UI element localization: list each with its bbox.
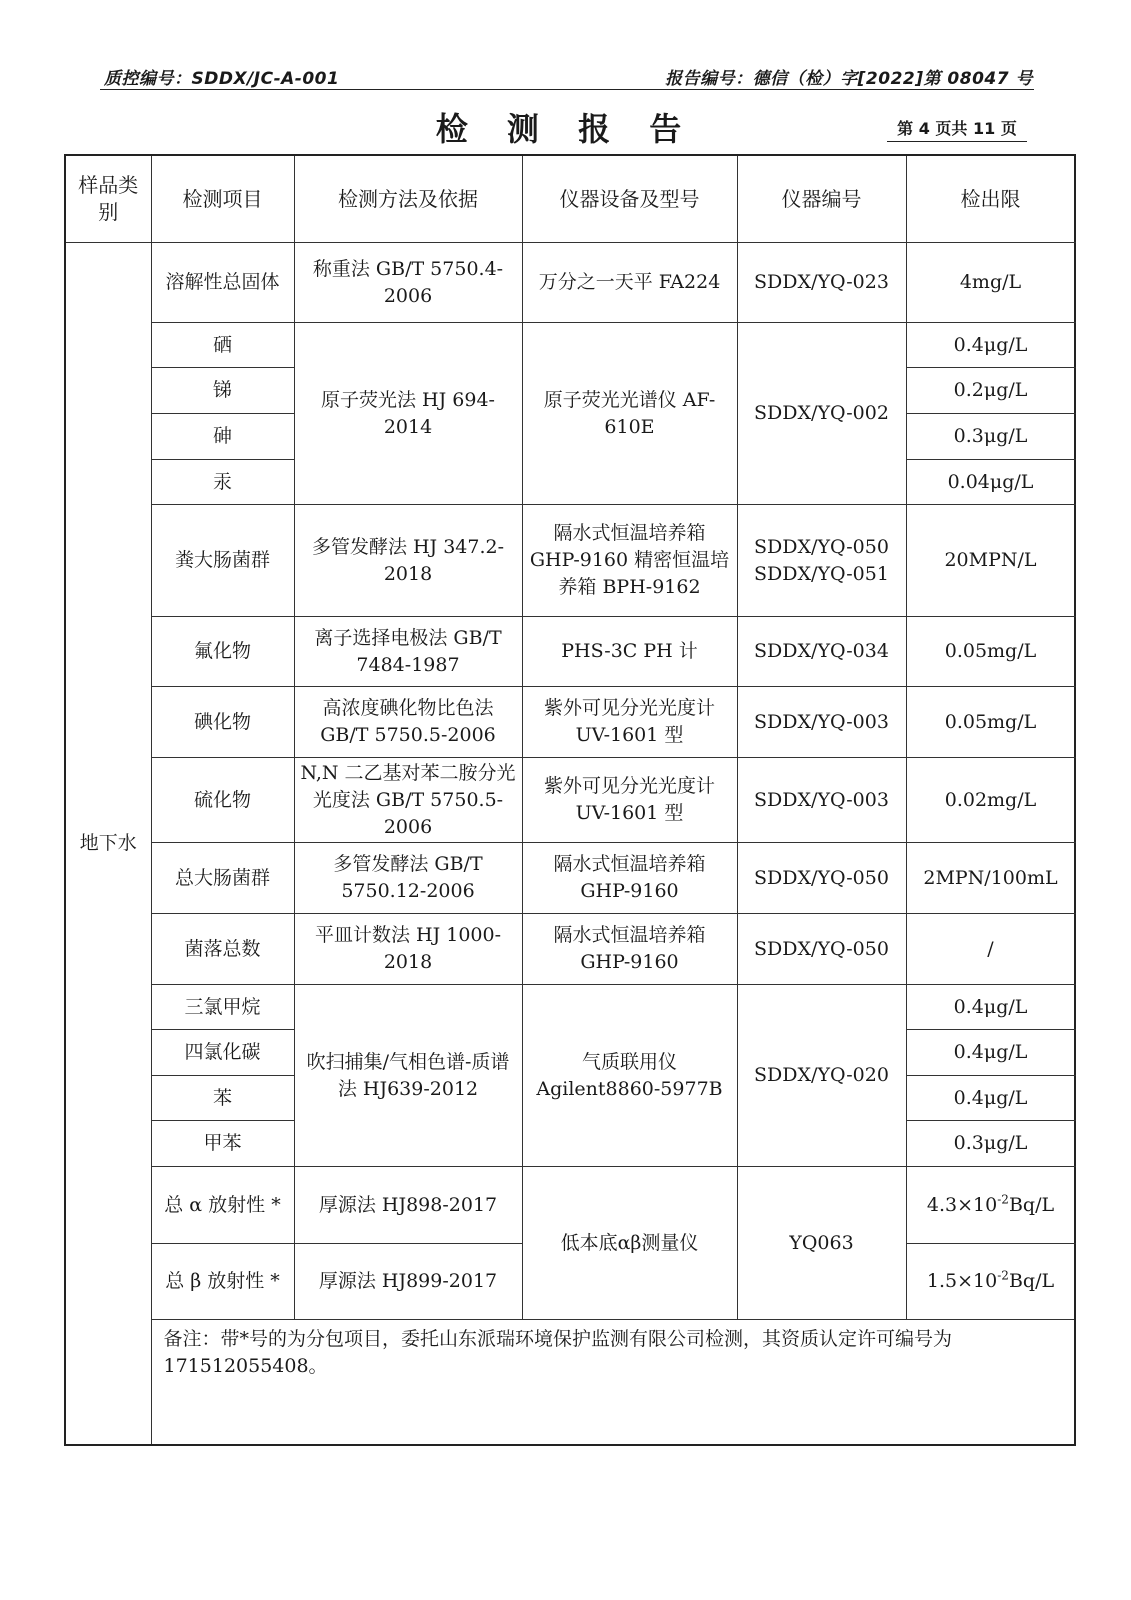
table-row <box>65 323 1075 368</box>
item-cell: 总 β 放射性 * <box>151 1244 294 1320</box>
limit-cell: 0.4μg/L <box>906 1030 1075 1076</box>
item-cell: 汞 <box>151 460 294 505</box>
report-title: 检 测 报 告 <box>435 110 696 148</box>
item-cell: 硒 <box>151 323 294 368</box>
item-cell: 锑 <box>151 368 294 414</box>
instrument-cell: 隔水式恒温培养箱 GHP-9160 <box>522 843 737 914</box>
instrument-no-cell: SDDX/YQ-002 <box>737 323 906 505</box>
instrument-cell: PHS-3C PH 计 <box>522 617 737 687</box>
limit-unit: Bq/L <box>1008 1270 1055 1292</box>
limit-cell: / <box>906 914 1075 985</box>
instrument-cell: 低本底αβ测量仪 <box>522 1167 737 1320</box>
item-cell: 砷 <box>151 414 294 460</box>
col-header-test-item: 检测项目 <box>151 155 294 243</box>
col-header-instrument-no: 仪器编号 <box>737 155 906 243</box>
table-row <box>65 505 1075 617</box>
instrument-no-cell: SDDX/YQ-050 <box>737 843 906 914</box>
table-header-row <box>65 155 1075 243</box>
method-cell: 厚源法 HJ899-2017 <box>294 1244 522 1320</box>
page-number: 第 4 页共 11 页 <box>887 116 1027 142</box>
limit-cell: 0.05mg/L <box>906 687 1075 758</box>
instrument-cell: 紫外可见分光光度计 UV-1601 型 <box>522 687 737 758</box>
table-row <box>65 843 1075 914</box>
method-cell: 原子荧光法 HJ 694-2014 <box>294 323 522 505</box>
item-cell: 氟化物 <box>151 617 294 687</box>
method-cell: 平皿计数法 HJ 1000-2018 <box>294 914 522 985</box>
instrument-no-cell: YQ063 <box>737 1167 906 1320</box>
limit-cell: 2MPN/100mL <box>906 843 1075 914</box>
limit-cell <box>906 1244 1075 1320</box>
item-cell: 碘化物 <box>151 687 294 758</box>
limit-cell: 0.4μg/L <box>906 985 1075 1030</box>
method-cell: 称重法 GB/T 5750.4-2006 <box>294 243 522 323</box>
limit-cell: 0.4μg/L <box>906 1076 1075 1121</box>
instrument-cell: 万分之一天平 FA224 <box>522 243 737 323</box>
item-cell: 总大肠菌群 <box>151 843 294 914</box>
instrument-cell: 原子荧光光谱仪 AF-610E <box>522 323 737 505</box>
limit-base: 4.3×10 <box>926 1193 998 1216</box>
limit-cell: 0.4μg/L <box>906 323 1075 368</box>
limit-cell: 0.3μg/L <box>906 414 1075 460</box>
table-row <box>65 914 1075 985</box>
sample-category-cell: 地下水 <box>65 243 151 1446</box>
limit-unit: Bq/L <box>1008 1193 1055 1216</box>
method-cell: 离子选择电极法 GB/T 7484-1987 <box>294 617 522 687</box>
remark-row <box>65 1320 1075 1446</box>
item-cell: 菌落总数 <box>151 914 294 985</box>
col-header-instrument: 仪器设备及型号 <box>522 155 737 243</box>
table-row <box>65 758 1075 843</box>
limit-cell <box>906 1167 1075 1244</box>
method-cell: N,N 二乙基对苯二胺分光光度法 GB/T 5750.5-2006 <box>294 758 522 843</box>
item-cell: 溶解性总固体 <box>151 243 294 323</box>
limit-cell: 0.02mg/L <box>906 758 1075 843</box>
item-cell: 硫化物 <box>151 758 294 843</box>
instrument-cell: 紫外可见分光光度计 UV-1601 型 <box>522 758 737 843</box>
method-cell: 吹扫捕集/气相色谱-质谱法 HJ639-2012 <box>294 985 522 1167</box>
instrument-no-cell: SDDX/YQ-020 <box>737 985 906 1167</box>
limit-base: 1.5×10 <box>926 1270 998 1292</box>
instrument-no-cell: SDDX/YQ-050 <box>737 914 906 985</box>
instrument-no-cell: SDDX/YQ-034 <box>737 617 906 687</box>
limit-cell: 0.3μg/L <box>906 1121 1075 1167</box>
col-header-sample-type: 样品类别 <box>65 155 151 243</box>
item-cell: 粪大肠菌群 <box>151 505 294 617</box>
instrument-no-cell: SDDX/YQ-003 <box>737 687 906 758</box>
limit-exponent: -2 <box>997 1268 1009 1283</box>
method-cell: 高浓度碘化物比色法 GB/T 5750.5-2006 <box>294 687 522 758</box>
instrument-no-cell: SDDX/YQ-023 <box>737 243 906 323</box>
item-cell: 苯 <box>151 1076 294 1121</box>
item-cell: 甲苯 <box>151 1121 294 1167</box>
limit-cell: 4mg/L <box>906 243 1075 323</box>
report-number: 报告编号：德信（检）字[2022]第 08047 号 <box>665 69 1033 89</box>
table-row <box>65 243 1075 323</box>
instrument-no-cell: SDDX/YQ-003 <box>737 758 906 843</box>
limit-cell: 0.04μg/L <box>906 460 1075 505</box>
item-cell: 总 α 放射性 * <box>151 1167 294 1244</box>
qc-number: 质控编号：SDDX/JC-A-001 <box>104 69 340 89</box>
table-row <box>65 617 1075 687</box>
method-cell: 厚源法 HJ898-2017 <box>294 1167 522 1244</box>
instrument-cell: 气质联用仪 Agilent8860-5977B <box>522 985 737 1167</box>
header-rule <box>100 89 1034 90</box>
item-cell: 三氯甲烷 <box>151 985 294 1030</box>
item-cell: 四氯化碳 <box>151 1030 294 1076</box>
col-header-method: 检测方法及依据 <box>294 155 522 243</box>
instrument-no-cell: SDDX/YQ-050 SDDX/YQ-051 <box>737 505 906 617</box>
method-cell: 多管发酵法 HJ 347.2-2018 <box>294 505 522 617</box>
col-header-limit: 检出限 <box>906 155 1075 243</box>
instrument-cell: 隔水式恒温培养箱 GHP-9160 <box>522 914 737 985</box>
test-report-table <box>64 154 1076 1446</box>
limit-cell: 0.05mg/L <box>906 617 1075 687</box>
method-cell: 多管发酵法 GB/T 5750.12-2006 <box>294 843 522 914</box>
limit-cell: 0.2μg/L <box>906 368 1075 414</box>
table-row <box>65 1167 1075 1244</box>
table-row <box>65 985 1075 1030</box>
instrument-cell: 隔水式恒温培养箱 GHP-9160 精密恒温培养箱 BPH-9162 <box>522 505 737 617</box>
limit-exponent: -2 <box>997 1192 1009 1207</box>
table-row <box>65 687 1075 758</box>
remark-text: 备注：带*号的为分包项目，委托山东派瑞环境保护监测有限公司检测，其资质认定许可编号为171512055408。 <box>151 1320 1075 1446</box>
limit-cell: 20MPN/L <box>906 505 1075 617</box>
